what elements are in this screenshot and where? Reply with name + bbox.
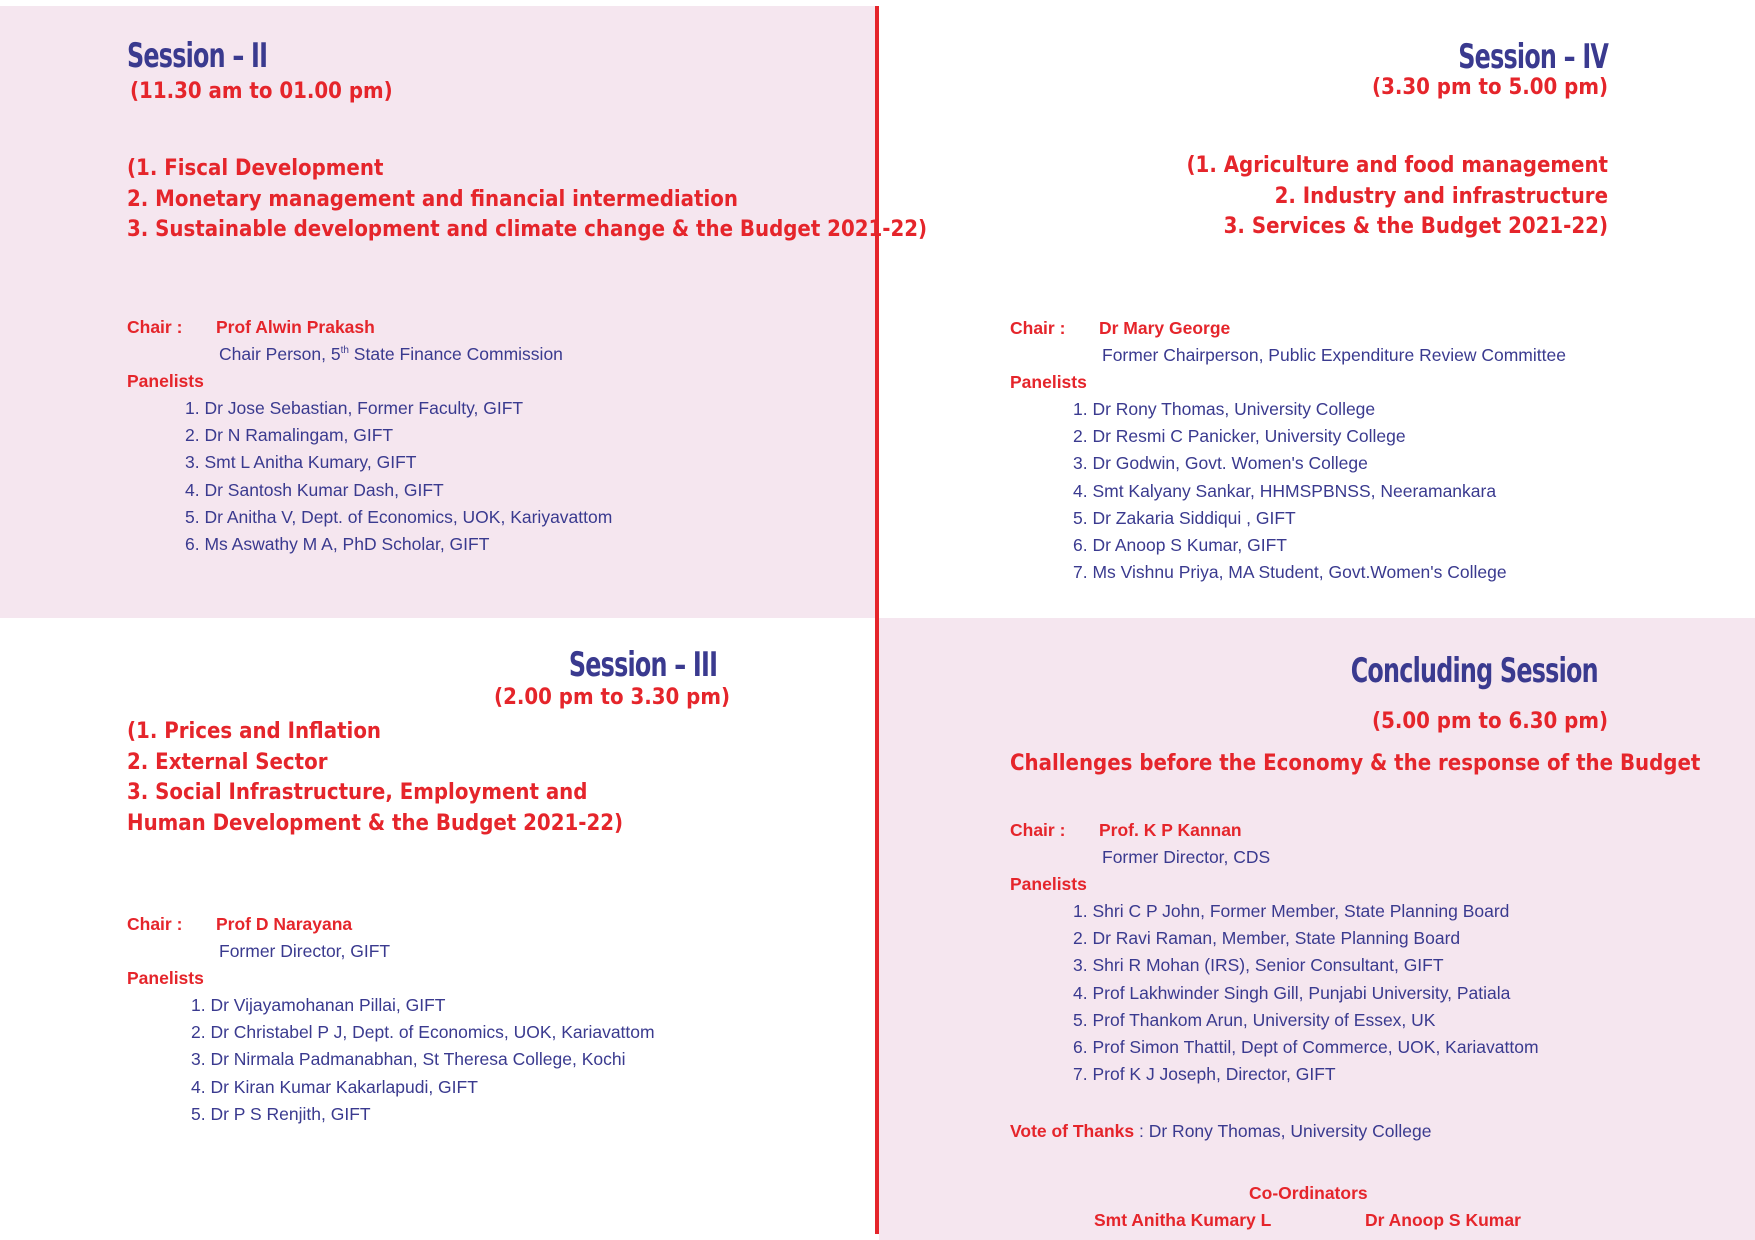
session-4-topics [1187,151,1608,243]
panelists-label: Panelists [127,968,204,988]
chair-role: Chair Person, 5th State Finance Commission [219,344,563,364]
vote-of-thanks [1010,1121,1431,1142]
session-2-time: (11.30 am to 01.00 pm) [130,79,393,104]
list-item: 7. Ms Vishnu Priya, MA Student, Govt.Women's College [1073,562,1507,583]
panelist-list [185,395,612,558]
panelist-list [1073,396,1507,586]
list-item: 3. Shri R Mohan (IRS), Senior Consultant, GIFT [1073,955,1444,976]
topic-item: 2. Industry and infrastructure [1274,183,1608,209]
topic-item: 2. Monetary management and financial intermediation [127,186,738,212]
list-item: 4. Prof Lakhwinder Singh Gill, Punjabi University, Patiala [1073,982,1511,1003]
list-item: 2. Dr Resmi C Panicker, University College [1073,426,1406,447]
list-item: 4. Dr Santosh Kumar Dash, GIFT [185,479,444,500]
chair-role: Former Director, CDS [1102,847,1271,867]
list-item: 1. Dr Rony Thomas, University College [1073,399,1376,419]
list-item: 7. Prof K J Joseph, Director, GIFT [1073,1064,1336,1085]
list-item: 6. Prof Simon Thattil, Dept of Commerce, UOK, Kariavattom [1073,1037,1539,1058]
list-item: 5. Dr Zakaria Siddiqui , GIFT [1073,507,1296,528]
topic-item: (1. Agriculture and food management [1186,153,1608,178]
chair-label: Chair : [127,317,183,337]
list-item: 6. Dr Anoop S Kumar, GIFT [1073,535,1287,556]
vote-of-thanks-name: Dr Rony Thomas, University College [1148,1121,1432,1141]
list-item: 6. Ms Aswathy M A, PhD Scholar, GIFT [185,534,490,555]
list-item: 3. Smt L Anitha Kumary, GIFT [185,452,417,473]
session-3-title: Session – III [568,645,717,685]
list-item: 2. Dr Christabel P J, Dept. of Economics, UOK, Kariavattom [191,1022,655,1043]
coordinator-name: Dr Anoop S Kumar [1365,1210,1521,1230]
topic-item: (1. Prices and Inflation [127,719,382,744]
chair-label: Chair : [127,914,183,934]
session-2-title: Session – II [127,36,268,76]
concluding-session-title: Concluding Session [1350,651,1598,691]
topic-item: 3. Sustainable development and climate change & the Budget 2021-22) [127,217,928,242]
topic-item: 3. Social Infrastructure, Employment and [127,780,588,805]
session-4-title: Session – IV [1458,37,1608,77]
list-item: 3. Dr Godwin, Govt. Women's College [1073,453,1368,474]
list-item: 1. Dr Jose Sebastian, Former Faculty, GIFT [185,398,524,418]
concluding-session-theme: Challenges before the Economy & the response of the Budget [1010,751,1701,776]
concluding-session-time: (5.00 pm to 6.30 pm) [1372,709,1608,734]
panelists-label: Panelists [1010,372,1087,392]
list-item: 2. Dr Ravi Raman, Member, State Planning Board [1073,928,1461,949]
session-3-topics [127,717,623,839]
topic-item: (1. Fiscal Development [127,156,384,181]
chair-label: Chair : [1010,820,1066,840]
list-item: 4. Smt Kalyany Sankar, HHMSPBNSS, Neeramankara [1073,480,1497,501]
chair-name: Prof D Narayana [216,914,353,934]
session-2-topics [127,154,927,246]
chair-role: Former Chairperson, Public Expenditure Review Committee [1102,345,1566,365]
topic-item: Human Development & the Budget 2021-22) [127,810,624,836]
chair-label: Chair : [1010,318,1066,338]
coordinators-label: Co-Ordinators [1249,1183,1368,1203]
list-item: 5. Dr Anitha V, Dept. of Economics, UOK, Kariyavattom [185,506,613,527]
topic-item: 3. Services & the Budget 2021-22) [1223,214,1608,239]
vote-of-thanks-label: Vote of Thanks [1010,1121,1135,1141]
list-item: 2. Dr N Ramalingam, GIFT [185,425,394,446]
list-item: 5. Prof Thankom Arun, University of Essex, UK [1073,1009,1436,1030]
panelists-label: Panelists [1010,874,1087,894]
list-item: 4. Dr Kiran Kumar Kakarlapudi, GIFT [191,1076,478,1097]
list-item: 1. Dr Vijayamohanan Pillai, GIFT [191,995,446,1015]
panelists-label: Panelists [127,371,204,391]
topic-item: 2. External Sector [127,749,328,775]
chair-name: Dr Mary George [1099,318,1231,338]
list-item: 3. Dr Nirmala Padmanabhan, St Theresa College, Kochi [191,1049,626,1070]
session-3-time: (2.00 pm to 3.30 pm) [494,685,730,710]
chair-name: Prof. K P Kannan [1099,820,1242,840]
list-item: 1. Shri C P John, Former Member, State Planning Board [1073,901,1510,921]
coordinator-name: Smt Anitha Kumary L [1094,1210,1272,1230]
session-4-time: (3.30 pm to 5.00 pm) [1372,75,1608,100]
panelist-list [191,992,655,1128]
chair-role: Former Director, GIFT [219,941,391,961]
list-item: 5. Dr P S Renjith, GIFT [191,1103,371,1124]
vote-of-thanks-separator: : [1134,1121,1149,1141]
panelist-list [1073,898,1539,1088]
chair-name: Prof Alwin Prakash [216,317,375,337]
